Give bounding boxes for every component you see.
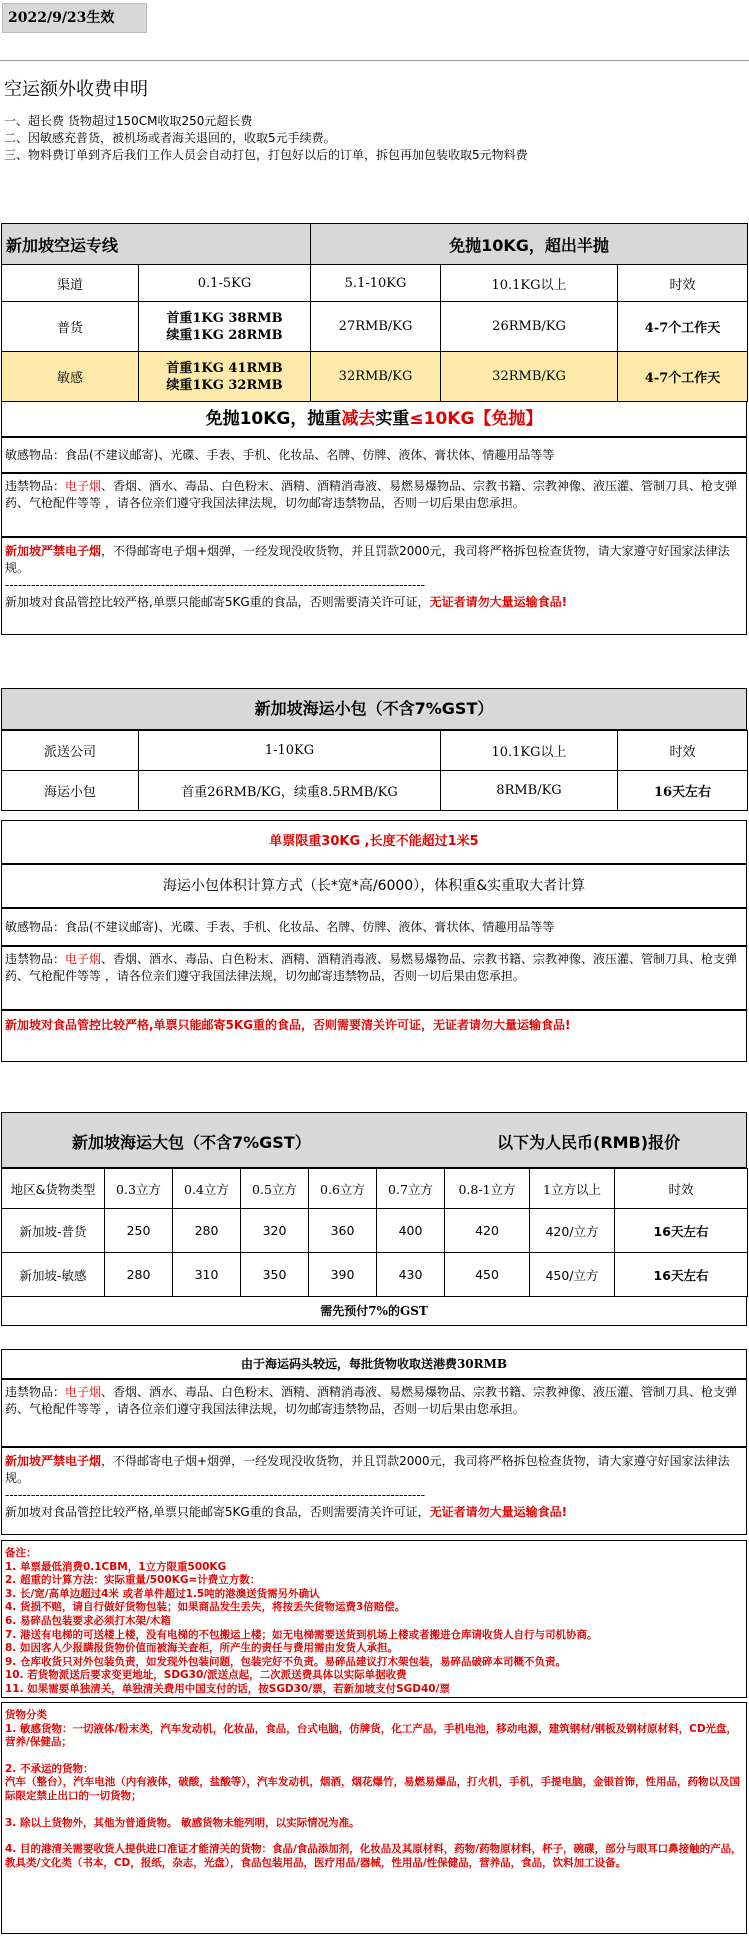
remark-item: 3. 长/宽/高单边超过4米 或者单件超过1.5吨的港澳送货需另外确认 [5,1587,320,1600]
goods-title: 货物分类 [5,1709,47,1721]
sea-big-row-sensitive [2,1253,748,1297]
row-name: 新加坡-敏感 [2,1253,105,1297]
remark-item: 1. 单票最低消费0.1CBM，1立方限重500KG [5,1560,227,1573]
air-header-cell: 10.1KG以上 [441,265,618,302]
price-cell: 420/立方 [530,1209,615,1253]
price-cell: 450/立方 [530,1253,615,1297]
air-header-cell: 时效 [618,265,748,302]
row-name: 敏感 [2,352,139,402]
remark-item: 11. 如果需要单独清关，单独清关费用中国支付的话，按SGD30/票，若新加坡支付SGD40/票 [5,1682,450,1695]
air-extra-item: 三、物料费订单到齐后我们工作人员会自动打包，打包好以后的订单，拆包再加包装收取5元物料费 [4,148,528,162]
price-cell: 32RMB/KG [441,352,618,402]
sea-small-header-cell: 1-10KG [139,731,441,771]
first-weight: 首重1KG 38RMB [166,310,283,326]
remark-item: 4. 货损不赔，请自行做好货物包装；如果商品发生丢失，将按丢失货物运费3倍赔偿。 [5,1601,406,1614]
price-cell: 310 [173,1253,241,1297]
remark-item: 6. 易碎品包装要求必须打木架/木箱 [5,1614,171,1627]
remark-item: 2. 超重的计算方法：实际重量/500KG=计费立方数： [5,1574,261,1587]
banned-highlight: 电子烟 [65,952,102,966]
price-cell: 8RMB/KG [441,771,618,811]
sea-small-table [1,730,748,811]
price-cell: 250 [105,1209,173,1253]
remarks-section [1,1540,747,1698]
air-extra-section [0,60,749,186]
price-cell: 26RMB/KG [441,302,618,352]
air-price-table [1,223,748,402]
air-banned-goods [1,473,747,537]
air-subtitle: 免抛10KG，超出半抛 [311,224,748,265]
air-sensitive-goods: 敏感物品：食品(不建议邮寄)、光碟、手表、手机、化妆品、名牌、仿牌、液体、膏状体、情趣用品等等 [1,437,747,473]
sea-big-ecig-food-notice [1,1447,747,1535]
remarks-title: 备注： [5,1547,37,1559]
price-cell: 280 [173,1209,241,1253]
food-text: 新加坡对食品管控比较严格,单票只能邮寄5KG重的食品，否则需要清关许可证， [5,595,430,609]
banned-label: 违禁物品： [5,479,66,493]
food-text: 新加坡对食品管控比较严格,单票只能邮寄5KG重的食品，否则需要清关许可证， [5,1505,430,1519]
air-extra-title: 空运额外收费申明 [4,79,148,100]
rule-text: 免抛10KG，抛重 [205,409,342,429]
dash-divider: ------------------------------------------------------------------------------------------------- [5,1488,426,1502]
price-cell: 首重26RMB/KG，续重8.5RMB/KG [139,771,441,811]
air-extra-item: 一、超长费 货物超过150CM收取250元超长费 [4,114,253,128]
price-cell: 420 [445,1209,530,1253]
row-name: 普货 [2,302,139,352]
sea-small-volume-rule: 海运小包体积计算方式（长*宽*高/6000），体积重&实重取大者计算 [1,864,747,908]
sea-big-header [1,1112,747,1168]
air-header-cell: 渠道 [2,265,139,302]
transit-time: 4-7个工作天 [618,352,748,402]
continued-weight: 续重1KG 32RMB [166,377,283,393]
sea-big-header-cell: 0.7立方 [377,1169,445,1209]
price-cell: 27RMB/KG [311,302,441,352]
goods-not-accepted-title: 2. 不承运的货物： [5,1762,94,1775]
sea-big-port-fee: 由于海运码头较远，每批货物收取送港费30RMB [1,1349,747,1379]
continued-weight: 续重1KG 28RMB [166,327,283,343]
goods-import-permit: 4. 目的港清关需要收货人提供进口准证才能清关的货物：食品/食品添加剂，化妆品及其原材料，药物/药物原材料，杯子，碗碟，部分与眼耳口鼻接触的产品，教具类/文化类（书本，CD，报纸，杂志，光盘），食品包装用品，医疗用品/器械，性用品/性保健品，营养品，食品，饮料加工设备。 [5,1843,742,1869]
price-cell: 400 [377,1209,445,1253]
sea-small-banned-goods [1,946,747,1010]
air-row-general [2,302,748,352]
price-cell: 280 [105,1253,173,1297]
sea-big-title: 新加坡海运大包（不含7%GST） [72,1133,311,1152]
sea-small-row [2,771,748,811]
ecig-text: ，不得邮寄电子烟+烟弹，一经发现没收货物，并且罚款2000元，我司将严格拆包检查货物，请大家遵守好国家法律法规。 [5,1454,730,1485]
food-highlight: 无证者请勿大量运输食品! [429,595,568,609]
transit-time: 4-7个工作天 [618,302,748,352]
sea-small-sensitive-goods: 敏感物品：食品(不建议邮寄)、光碟、手表、手机、化妆品、名牌、仿牌、液体、膏状体、情趣用品等等 [1,908,747,946]
remark-item: 10. 若货物派送后要求变更地址，SDG30/派送点起，二次派送费具体以实际单据收费 [5,1669,407,1682]
remark-item: 8. 如因客人少报瞒报货物价值而被海关查柜，所产生的责任与费用需由发货人承担。 [5,1642,398,1655]
air-title: 新加坡空运专线 [2,224,311,265]
rule-text: 实重 [375,409,410,429]
banned-text: 、香烟、酒水、毒品、白色粉末、酒精、酒精消毒液、易燃易爆物品、宗教书籍、宗教神像、液压灌、管制刀具、枪支弹药、气枪配件等等 ，请各位亲们遵守我国法律法规，切勿邮寄违禁物品，否则一切后果由您承担。 [5,1385,738,1416]
price-cell: 390 [309,1253,377,1297]
banned-text: 、香烟、酒水、毒品、白色粉末、酒精、酒精消毒液、易燃易爆物品、宗教书籍、宗教神像、液压灌、管制刀具、枪支弹药、气枪配件等等 ，请各位亲们遵守我国法律法规，切勿邮寄违禁物品，否则一切后果由您承担。 [5,479,738,510]
transit-time: 16天左右 [618,771,748,811]
sea-big-table [1,1168,748,1297]
first-weight: 首重1KG 41RMB [166,360,283,376]
banned-highlight: 电子烟 [65,479,102,493]
banned-label: 违禁物品： [5,1385,66,1399]
sea-big-row-general [2,1209,748,1253]
price-cell: 430 [377,1253,445,1297]
goods-not-accepted: 汽车（整台），汽车电池（内有液体，破酸，盐酸等），汽车发动机，烟酒，烟花爆竹，易燃易爆品，打火机，手机，手提电脑，金银首饰，性用品，药物以及国际限定禁止出口的一切货物； [5,1776,740,1802]
transit-time: 16天左右 [615,1253,748,1297]
transit-time: 16天左右 [615,1209,748,1253]
price-cell: 32RMB/KG [311,352,441,402]
banned-text: 、香烟、酒水、毒品、白色粉末、酒精、酒精消毒液、易燃易爆物品、宗教书籍、宗教神像、液压灌、管制刀具、枪支弹药、气枪配件等等 ，请各位亲们遵守我国法律法规，切勿邮寄违禁物品，否则一切后果由您承担。 [5,952,738,983]
sea-big-header-cell: 0.5立方 [241,1169,309,1209]
row-name: 海运小包 [2,771,139,811]
sea-small-header-cell: 派送公司 [2,731,139,771]
sea-small-header-cell: 时效 [618,731,748,771]
air-ecig-food-notice [1,537,747,635]
sea-big-header-cell: 0.6立方 [309,1169,377,1209]
sea-small-weight-limit: 单票限重30KG ,长度不能超过1米5 [1,820,747,864]
dash-divider: ------------------------------------------------------------------------------------------------- [5,578,426,592]
ecig-highlight: 新加坡严禁电子烟 [5,544,102,558]
sea-big-banned-goods [1,1379,747,1447]
price-cell: 350 [241,1253,309,1297]
remark-item: 7. 港送有电梯的可送楼上楼，没有电梯的不包搬运上楼；如无电梯需要送货到机场上楼或者搬进仓库请收货人自行与司机协商。 [5,1628,598,1641]
ecig-text: ，不得邮寄电子烟+烟弹，一经发现没收货物，并且罚款2000元，我司将严格拆包检查货物，请大家遵守好国家法律法规。 [5,544,730,575]
goods-classification [1,1702,747,1934]
air-header-cell: 0.1-5KG [139,265,311,302]
ecig-highlight: 新加坡严禁电子烟 [5,1454,102,1468]
sea-small-header-cell: 10.1KG以上 [441,731,618,771]
banned-highlight: 电子烟 [65,1385,102,1399]
air-header-cell: 5.1-10KG [311,265,441,302]
banned-label: 违禁物品： [5,952,66,966]
sea-big-header-cell: 0.3立方 [105,1169,173,1209]
rule-highlight: 减去 [341,409,376,429]
air-extra-item: 二、因敏感充普货，被机场或者海关退回的，收取5元手续费。 [4,131,336,145]
price-cell: 450 [445,1253,530,1297]
price-cell: 320 [241,1209,309,1253]
food-highlight: 无证者请勿大量运输食品! [429,1505,568,1519]
air-free-volume-rule [1,401,747,437]
goods-general: 3. 除以上货物外，其他为普通货物。 敏感货物未能列明，以实际情况为准。 [5,1816,360,1829]
price-cell: 360 [309,1209,377,1253]
air-row-sensitive [2,352,748,402]
sea-small-title: 新加坡海运小包（不含7%GST） [1,688,747,730]
goods-sensitive: 1. 敏感货物：一切液体/粉末类，汽车发动机，化妆品，食品，台式电脑，仿牌货，化工产品，手机电池，移动电源，建筑钢材/钢板及钢材原材料，CD光盘，营养/保健品； [5,1722,738,1749]
sea-big-header-cell: 1立方以上 [530,1169,615,1209]
remark-item: 9. 仓库收货只对外包装负责，如发现外包装问题，包装完好不负责。易碎品建议打木架包装，易碎品破碎本司概不负责。 [5,1655,566,1668]
sea-big-header-cell: 0.4立方 [173,1169,241,1209]
sea-big-header-cell: 0.8-1立方 [445,1169,530,1209]
effective-date: 2022/9/23生效 [2,3,147,33]
sea-big-gst-note: 需先预付7%的GST [1,1296,747,1326]
sea-small-food-notice: 新加坡对食品管控比较严格,单票只能邮寄5KG重的食品，否则需要清关许可证，无证者请勿大量运输食品! [1,1010,747,1062]
sea-big-subtitle: 以下为人民币(RMB)报价 [497,1133,681,1152]
sea-big-header-cell: 时效 [615,1169,748,1209]
rule-highlight: ≤10KG【免抛】 [409,409,543,429]
sea-big-header-cell: 地区&货物类型 [2,1169,105,1209]
row-name: 新加坡-普货 [2,1209,105,1253]
